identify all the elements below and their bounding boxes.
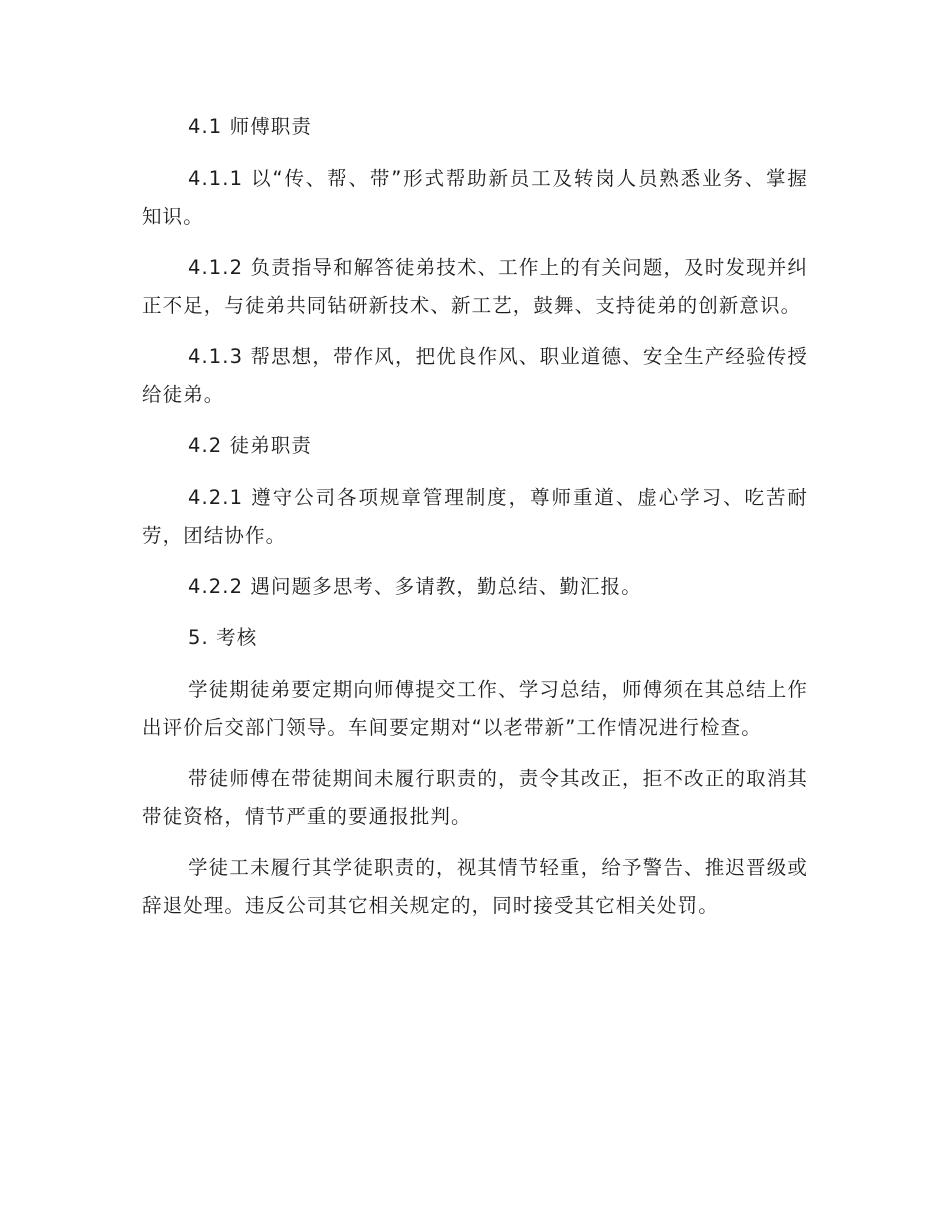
section-heading-4-2: 4.2 徒弟职责 xyxy=(188,434,313,457)
paragraph-assessment-2: 带徒师傅在带徒期间未履行职责的，责令其改正，拒不改正的取消其带徒资格，情节严重的要通报批判。 xyxy=(142,767,808,828)
section-heading-5: 5. 考核 xyxy=(188,626,258,649)
paragraph-4-1-2: 4.1.2 负责指导和解答徒弟技术、工作上的有关问题，及时发现并纠正不足，与徒弟共同钻研新技术、新工艺，鼓舞、支持徒弟的创新意识。 xyxy=(142,256,808,317)
paragraph-4-1-3: 4.1.3 帮思想，带作风，把优良作风、职业道德、安全生产经验传授给徒弟。 xyxy=(142,345,808,406)
paragraph-4-2-1: 4.2.1 遵守公司各项规章管理制度，尊师重道、虚心学习、吃苦耐劳，团结协作。 xyxy=(142,486,808,547)
paragraph-assessment-1: 学徒期徒弟要定期向师傅提交工作、学习总结，师傅须在其总结上作出评价后交部门领导。车间要定期对“以老带新”工作情况进行检查。 xyxy=(142,678,808,739)
paragraph-4-1-1: 4.1.1 以“传、帮、带”形式帮助新员工及转岗人员熟悉业务、掌握知识。 xyxy=(142,167,808,228)
section-heading-4-1: 4.1 师傅职责 xyxy=(188,115,313,138)
paragraph-assessment-3: 学徒工未履行其学徒职责的，视其情节轻重，给予警告、推迟晋级或辞退处理。违反公司其它相关规定的，同时接受其它相关处罚。 xyxy=(142,856,808,917)
document-body xyxy=(142,108,808,938)
paragraph-4-2-2: 4.2.2 遇问题多思考、多请教，勤总结、勤汇报。 xyxy=(188,575,642,598)
